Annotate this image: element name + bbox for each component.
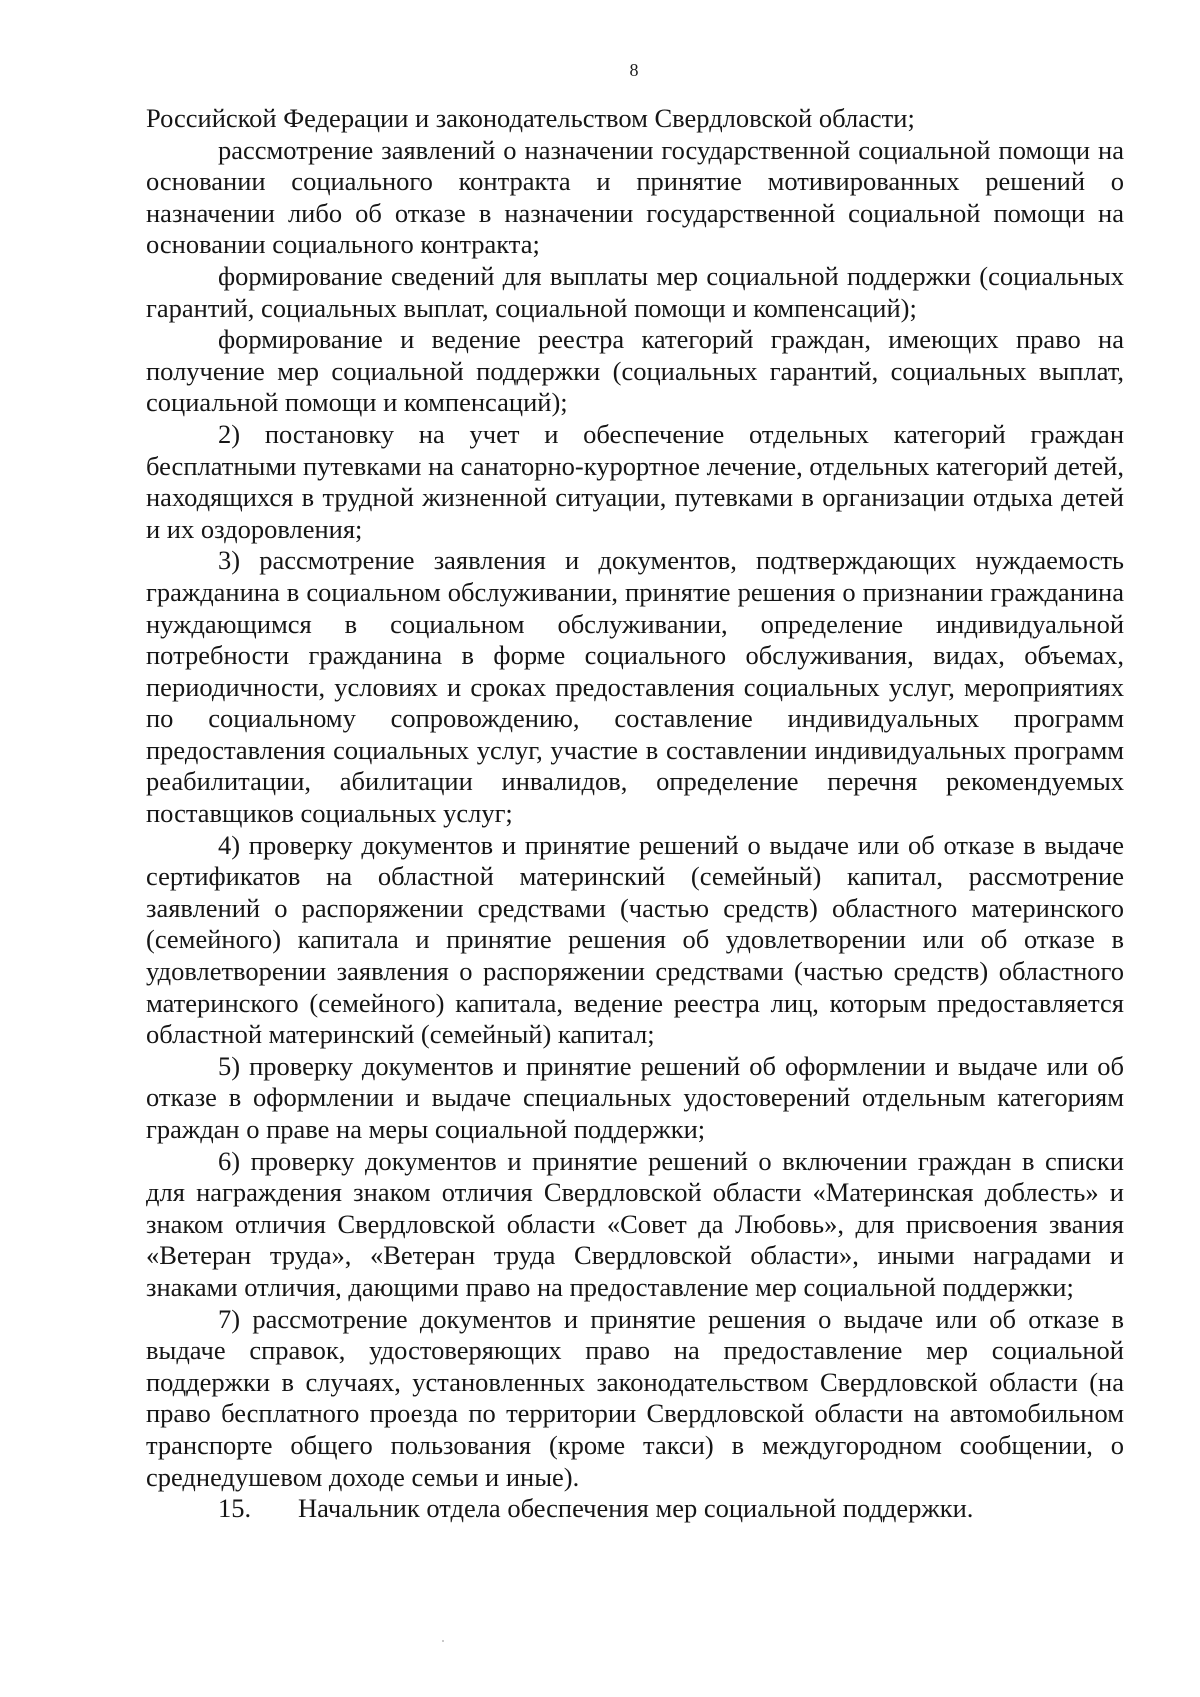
item-15-text: Начальник отдела обеспечения мер социальной поддержки. [298, 1493, 974, 1524]
paragraph-item-6: 6) проверку документов и принятие решений о включении граждан в списки для награждения знаком отличия Свердловской области «Материнская доблесть» и знаком отличия Свердловской области «Совет да Любовь», для присвоения звания «Ветеран труда», «Ветеран труда Свердловской области», иными наградами и знаками отличия, дающими право на предоставление мер социальной поддержки; [146, 1145, 1124, 1302]
paragraph-item-15 [146, 1493, 1124, 1525]
paragraph-registry: формирование и ведение реестра категорий граждан, имеющих право на получение мер социальной поддержки (социальных гарантий, социальных выплат, социальной помощи и компенсаций); [146, 324, 1124, 418]
paragraph-continuation: Российской Федерации и законодательством Свердловской области; [146, 103, 915, 133]
item-15-number: 15. [218, 1493, 252, 1524]
paragraph-item-2: 2) постановку на учет и обеспечение отдельных категорий граждан бесплатными путевками на санаторно-курортное лечение, отдельных категорий детей, находящихся в трудной жизненной ситуации, путевками в организации отдыха детей и их оздоровления; [146, 418, 1124, 544]
page-number: 8 [629, 60, 639, 80]
paragraph-item-7: 7) рассмотрение документов и принятие решения о выдаче или об отказе в выдаче справок, удостоверяющих право на предоставление мер социальной поддержки в случаях, установленных законодательством Свердловской области (на право бесплатного проезда по территории Свердловской области на автомобильном транспорте общего пользования (кроме такси) в междугородном сообщении, о среднедушевом доходе семьи и иные). [146, 1303, 1124, 1492]
paragraph-item-3: 3) рассмотрение заявления и документов, подтверждающих нуждаемость гражданина в социальном обслуживании, принятие решения о признании гражданина нуждающимся в социальном обслуживании, определение индивидуальной потребности гражданина в форме социального обслуживания, видах, объемах, периодичности, условиях и сроках предоставления социальных услуг, мероприятиях по социальному сопровождению, составление индивидуальных программ предоставления социальных услуг, участие в составлении индивидуальных программ реабилитации, абилитации инвалидов, определение перечня рекомендуемых поставщиков социальных услуг; [146, 545, 1124, 829]
paragraph-social-contract: рассмотрение заявлений о назначении государственной социальной помощи на основании социального контракта и принятие мотивированных решений о назначении либо об отказе в назначении государственной социальной помощи на основании социального контракта; [146, 134, 1124, 260]
document-body [146, 103, 1124, 1525]
paragraph-item-5: 5) проверку документов и принятие решений об оформлении и выдаче или об отказе в оформлении и выдаче специальных удостоверений отдельным категориям граждан о праве на меры социальной поддержки; [146, 1050, 1124, 1144]
scan-artifact [442, 1640, 444, 1642]
paragraph-item-4: 4) проверку документов и принятие решений о выдаче или об отказе в выдаче сертификатов на областной материнский (семейный) капитал, рассмотрение заявлений о распоряжении средствами (частью средств) областного материнского (семейного) капитала и принятие решения об удовлетворении или об отказе в удовлетворении заявления о распоряжении средствами (частью средств) областного материнского (семейного) капитала, ведение реестра лиц, которым предоставляется областной материнский (семейный) капитал; [146, 829, 1124, 1050]
paragraph-payment-data: формирование сведений для выплаты мер социальной поддержки (социальных гарантий, социальных выплат, социальной помощи и компенсаций); [146, 260, 1124, 323]
